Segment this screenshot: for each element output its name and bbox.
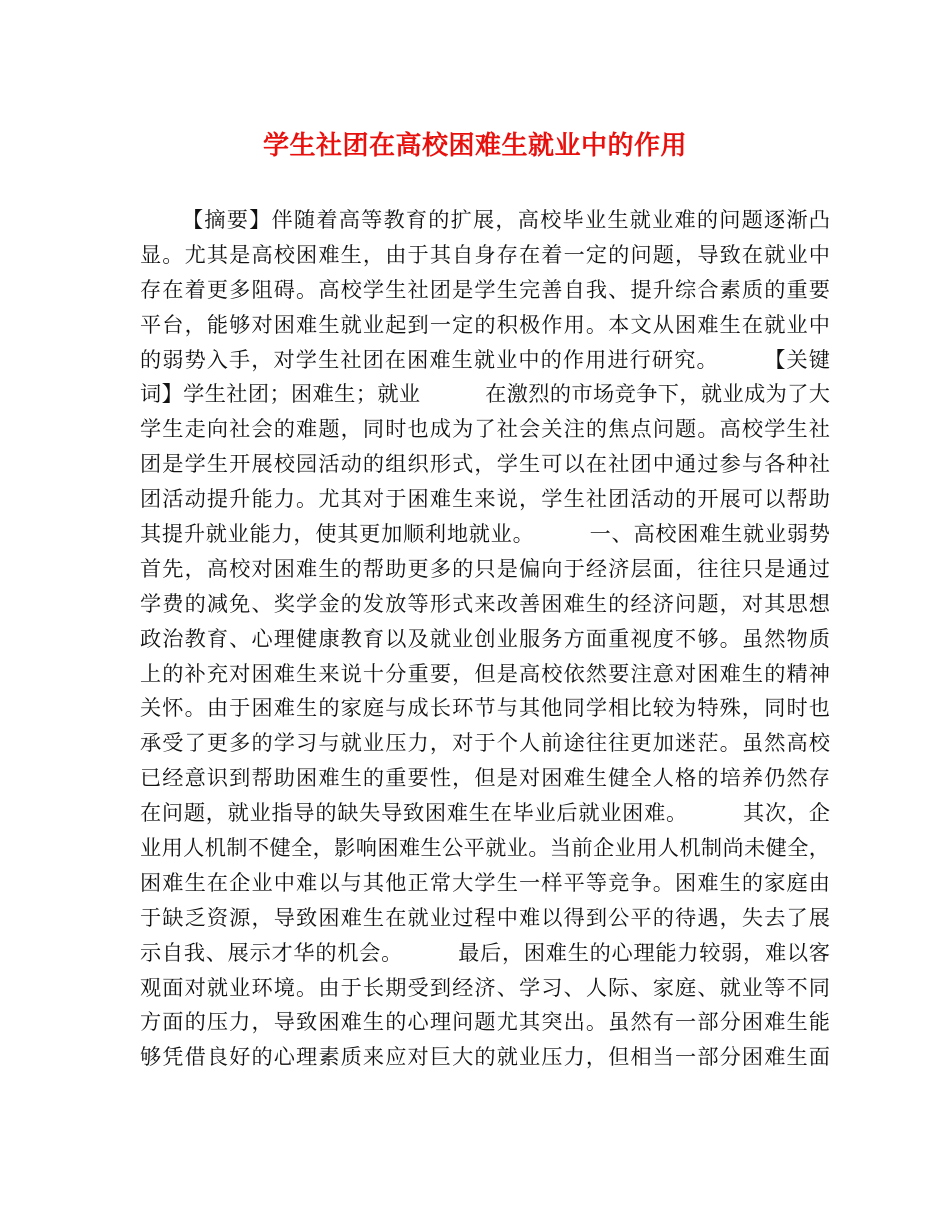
- body-line: 够凭借良好的心理素质来应对巨大的就业压力，但相当一部分困难生面: [140, 1044, 830, 1070]
- body-line: 团活动提升能力。尤其对于困难生来说，学生社团活动的开展可以帮助: [140, 486, 830, 512]
- body-line: 显。尤其是高校困难生，由于其自身存在着一定的问题，导致在就业中: [140, 241, 830, 267]
- body-line: 业用人机制不健全，影响困难生公平就业。当前企业用人机制尚未健全，: [140, 835, 830, 861]
- body-line: 学费的减免、奖学金的发放等形式来改善困难生的经济问题，对其思想: [140, 590, 830, 616]
- body-line: 其提升就业能力，使其更加顺利地就业。 一、高校困难生就业弱势: [140, 521, 830, 547]
- body-line: 词】学生社团；困难生；就业 在激烈的市场竞争下，就业成为了大: [140, 381, 830, 407]
- body-line: 于缺乏资源，导致困难生在就业过程中难以得到公平的待遇，失去了展: [140, 904, 830, 930]
- body-line: 团是学生开展校园活动的组织形式，学生可以在社团中通过参与各种社: [140, 451, 830, 477]
- body-line: 政治教育、心理健康教育以及就业创业服务方面重视度不够。虽然物质: [140, 625, 830, 651]
- body-line: 存在着更多阻碍。高校学生社团是学生完善自我、提升综合素质的重要: [140, 276, 830, 302]
- body-line: 观面对就业环境。由于长期受到经济、学习、人际、家庭、就业等不同: [140, 974, 830, 1000]
- body-line: 的弱势入手，对学生社团在困难生就业中的作用进行研究。 【关键: [140, 346, 830, 372]
- body-line: 平台，能够对困难生就业起到一定的积极作用。本文从困难生在就业中: [140, 311, 830, 337]
- body-line: 上的补充对困难生来说十分重要，但是高校依然要注意对困难生的精神: [140, 660, 830, 686]
- body-line: 方面的压力，导致困难生的心理问题尤其突出。虽然有一部分困难生能: [140, 1009, 830, 1035]
- body-line: 【摘要】伴随着高等教育的扩展，高校毕业生就业难的问题逐渐凸: [182, 207, 830, 232]
- body-line: 关怀。由于困难生的家庭与成长环节与其他同学相比较为特殊，同时也: [140, 695, 830, 721]
- document-body: [140, 203, 830, 1075]
- body-line: 在问题，就业指导的缺失导致困难生在毕业后就业困难。 其次，企: [140, 800, 830, 826]
- document-title: 学生社团在高校困难生就业中的作用: [262, 131, 687, 161]
- body-line: 已经意识到帮助困难生的重要性，但是对困难生健全人格的培养仍然存: [140, 765, 830, 791]
- body-line: 示自我、展示才华的机会。 最后，困难生的心理能力较弱，难以客: [140, 939, 830, 965]
- body-line: 首先，高校对困难生的帮助更多的只是偏向于经济层面，往往只是通过: [140, 555, 830, 581]
- body-line: 学生走向社会的难题，同时也成为了社会关注的焦点问题。高校学生社: [140, 416, 830, 442]
- body-line: 困难生在企业中难以与其他正常大学生一样平等竞争。困难生的家庭由: [140, 869, 830, 895]
- body-line: 承受了更多的学习与就业压力，对于个人前途往往更加迷茫。虽然高校: [140, 730, 830, 756]
